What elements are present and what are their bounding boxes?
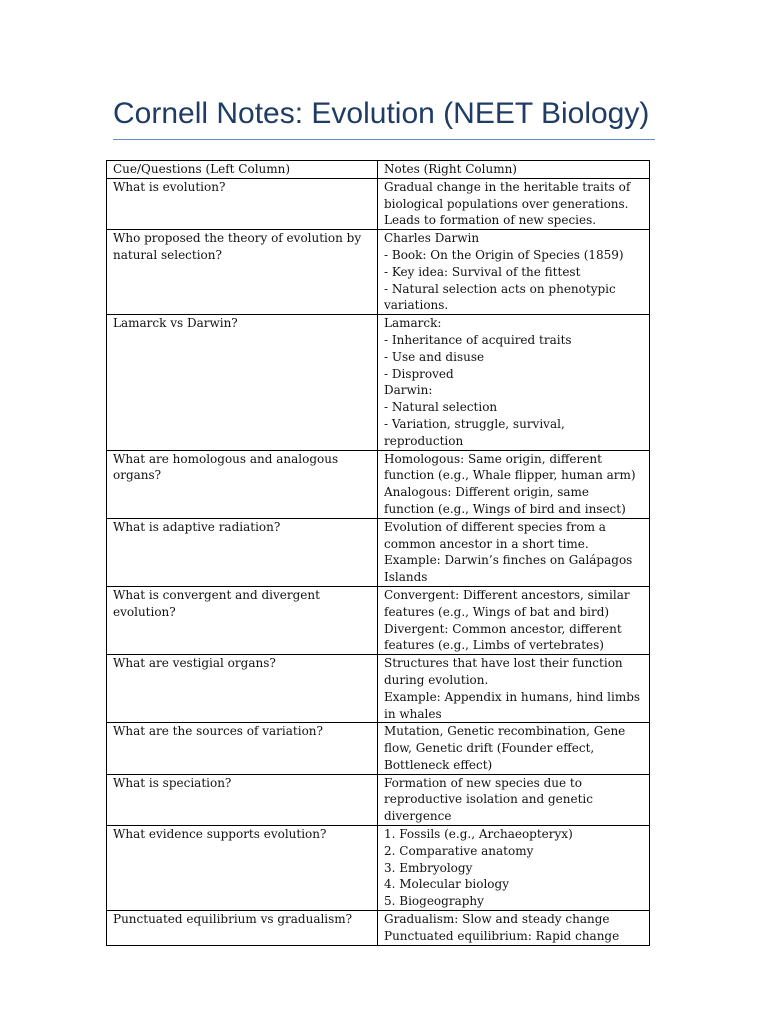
cue-cell: What are vestigial organs? — [107, 655, 378, 723]
cue-cell: Who proposed the theory of evolution by natural selection? — [107, 230, 378, 315]
cue-cell: What are homologous and analogous organs? — [107, 450, 378, 518]
table-header-row — [107, 161, 650, 179]
header-notes: Notes (Right Column) — [378, 161, 650, 179]
table-row — [107, 450, 650, 518]
cue-cell: Lamarck vs Darwin? — [107, 315, 378, 450]
notes-cell: Mutation, Genetic recombination, Gene flow, Genetic drift (Founder effect, Bottleneck effect) — [378, 723, 650, 774]
notes-cell: Gradualism: Slow and steady change Punctuated equilibrium: Rapid change — [378, 911, 650, 946]
cue-cell: What is adaptive radiation? — [107, 518, 378, 586]
table-row — [107, 774, 650, 825]
table-row — [107, 911, 650, 946]
cornell-notes-table — [106, 160, 650, 946]
notes-cell: Convergent: Different ancestors, similar features (e.g., Wings of bat and bird) Divergent: Common ancestor, different features (e.g., Limbs of vertebrates) — [378, 586, 650, 654]
table-row — [107, 178, 650, 229]
cue-cell: What are the sources of variation? — [107, 723, 378, 774]
cue-cell: Punctuated equilibrium vs gradualism? — [107, 911, 378, 946]
notes-cell: Charles Darwin - Book: On the Origin of Species (1859) - Key idea: Survival of the fittest - Natural selection acts on phenotypic variations. — [378, 230, 650, 315]
cue-cell: What evidence supports evolution? — [107, 826, 378, 911]
notes-cell: 1. Fossils (e.g., Archaeopteryx) 2. Comparative anatomy 3. Embryology 4. Molecular biology 5. Biogeography — [378, 826, 650, 911]
table-row — [107, 655, 650, 723]
notes-cell: Evolution of different species from a common ancestor in a short time. Example: Darwin’s finches on Galápagos Islands — [378, 518, 650, 586]
table-row — [107, 230, 650, 315]
notes-cell: Homologous: Same origin, different function (e.g., Whale flipper, human arm) Analogous: Different origin, same function (e.g., Wings of bird and insect) — [378, 450, 650, 518]
cue-cell: What is speciation? — [107, 774, 378, 825]
header-cue: Cue/Questions (Left Column) — [107, 161, 378, 179]
notes-cell: Formation of new species due to reproductive isolation and genetic divergence — [378, 774, 650, 825]
table-row — [107, 723, 650, 774]
notes-cell: Gradual change in the heritable traits of biological populations over generations. Leads to formation of new species. — [378, 178, 650, 229]
table-row — [107, 826, 650, 911]
table-row — [107, 518, 650, 586]
notes-cell: Lamarck: - Inheritance of acquired traits - Use and disuse - Disproved Darwin: - Natural selection - Variation, struggle, survival, reproduction — [378, 315, 650, 450]
cue-cell: What is evolution? — [107, 178, 378, 229]
cue-cell: What is convergent and divergent evolution? — [107, 586, 378, 654]
table-row — [107, 586, 650, 654]
page-title: Cornell Notes: Evolution (NEET Biology) — [113, 97, 650, 130]
table-row — [107, 315, 650, 450]
title-underline — [113, 139, 655, 140]
notes-cell: Structures that have lost their function during evolution. Example: Appendix in humans, hind limbs in whales — [378, 655, 650, 723]
